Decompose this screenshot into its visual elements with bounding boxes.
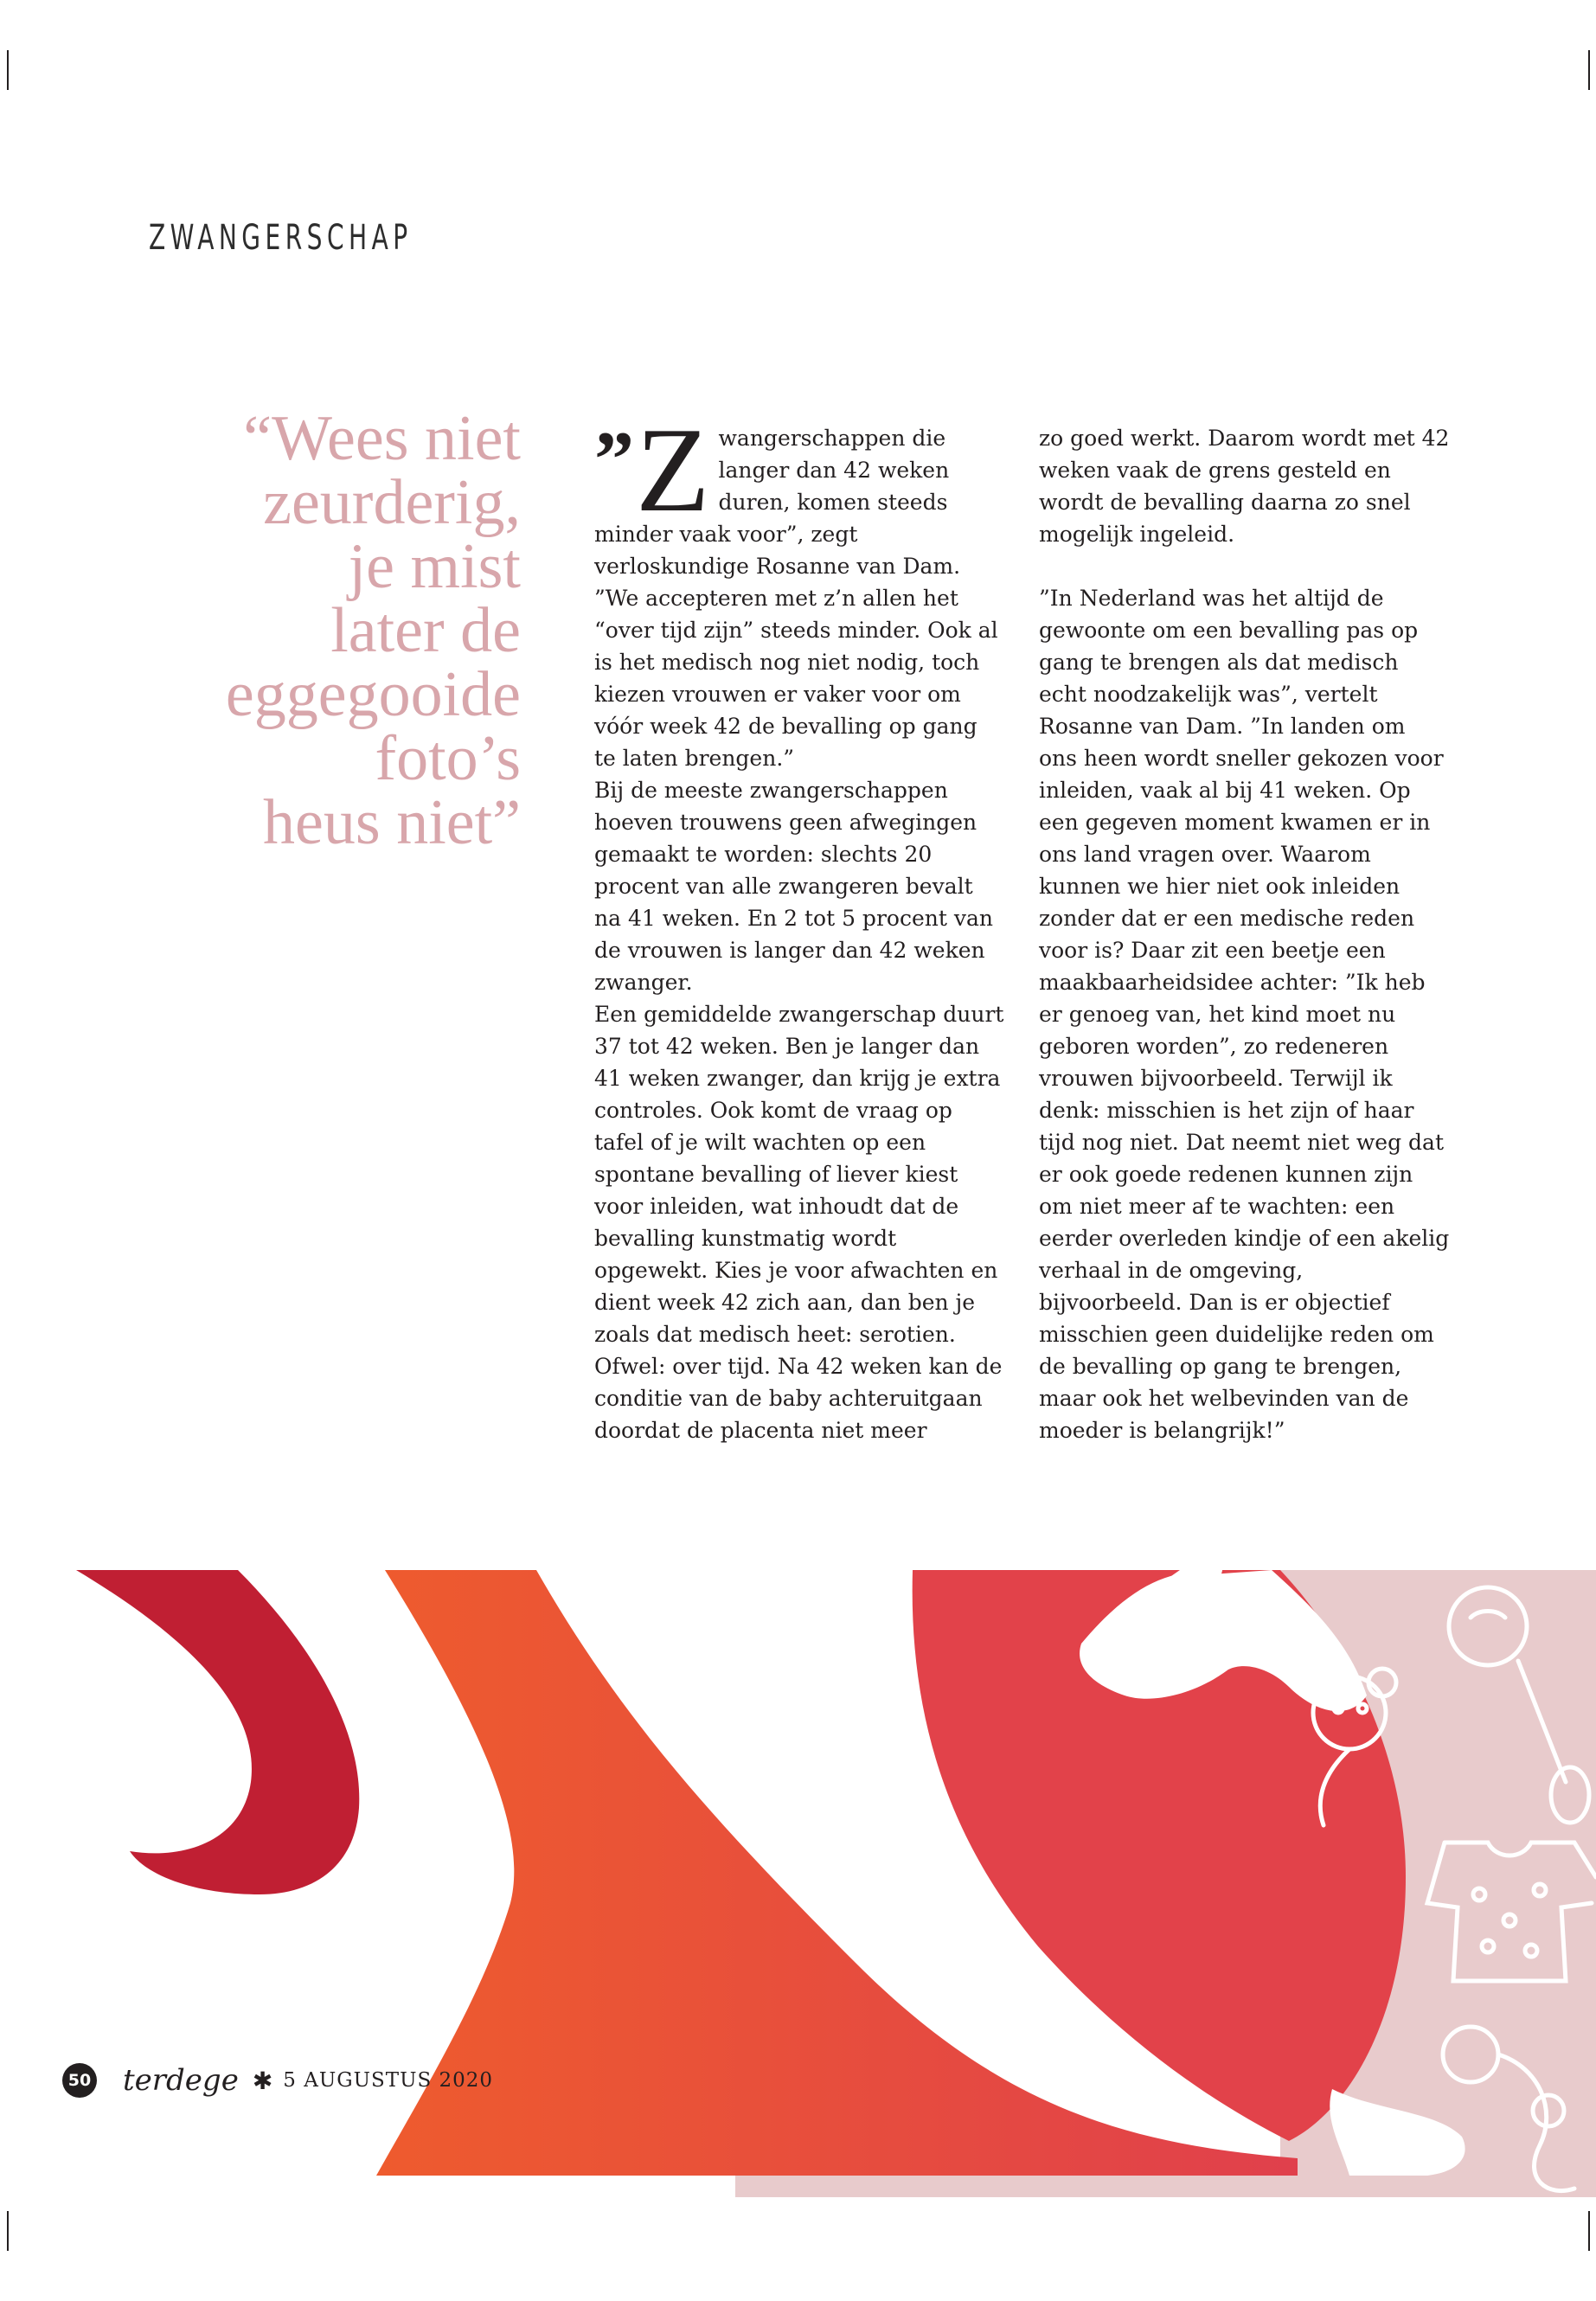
pull-quote-line: eggegooide [225, 659, 521, 730]
pregnancy-illustration [0, 1557, 1596, 2301]
crop-mark-top-left [7, 50, 9, 90]
article-column-1 [594, 403, 1005, 1446]
pull-quote-line: “Wees niet [243, 403, 521, 474]
open-quote-mark: ” [594, 415, 634, 503]
pull-quote-line: later de [330, 595, 521, 666]
issue-date: 5 AUGUSTUS 2020 [283, 2069, 494, 2092]
drop-cap-group [594, 403, 710, 537]
magazine-logo: terdege [123, 2063, 239, 2098]
crimson-curl-shape [76, 1570, 359, 1894]
crop-mark-top-right [1588, 50, 1590, 90]
article-paragraph: ”In Nederland was het altijd de gewoonte om een bevalling pas op gang te brengen als dat medisch echt noodzakelijk was”, vertelt Rosanne van Dam. ”In landen om ons heen wordt sneller gekozen voor inleiden, vaak al bij 41 weken. Op een gegeven moment kwamen er in ons land vragen over. Waarom kunnen we hier niet ook inleiden zonder dat er een medische reden voor is? Daar zit een beetje een maakbaarheidsidee achter: ”Ik heb er genoeg van, het kind moet nu geboren worden”, zo redeneren vrouwen bijvoorbeeld. Terwijl ik denk: misschien is het zijn of haar tijd nog niet. Dat neemt niet weg dat er ook goede redenen kunnen zijn om niet meer af te wachten: een eerder overleden kindje of een akelig verhaal in de omgeving, bijvoorbeeld. Dan is er objectief misschien geen duidelijke reden om de bevalling op gang te brengen, maar ook het welbevinden van de moeder is belangrijk!” [1039, 586, 1450, 1443]
article-paragraph: zo goed werkt. Daarom wordt met 42 weken vaak de grens gesteld en wordt de bevalling daarna zo snel mogelijk ingeleid. [1039, 426, 1450, 547]
pull-quote [130, 403, 521, 858]
section-title: ZWANGERSCHAP [149, 218, 413, 258]
drop-cap: Z [636, 403, 710, 537]
pull-quote-line: zeurderig, [263, 467, 521, 538]
asterisk-separator-icon: ✱ [252, 2066, 273, 2095]
article-column-2 [1039, 422, 1450, 1446]
pull-quote-line: je mist [348, 531, 521, 602]
page-number-badge: 50 [62, 2063, 97, 2098]
article-paragraph: Een gemiddelde zwangerschap duurt 37 tot 42 weken. Ben je langer dan 41 weken zwanger, dan krijg je extra controles. Ook komt de vraag op tafel of je wilt wachten op een spontane bevalling of liever kiest voor inleiden, wat inhoudt dat de bevalling kunstmatig wordt opgewekt. Kies je voor afwachten en dient week 42 zich aan, dan ben je zoals dat medisch heet: serotien. Ofwel: over tijd. Na 42 weken kan de conditie van de baby achteruitgaan doordat de placenta niet meer [594, 1002, 1004, 1443]
page-footer [62, 2061, 493, 2100]
pull-quote-line: heus niet” [263, 787, 521, 858]
pull-quote-line: foto’s [375, 723, 521, 794]
article-paragraph: wangerschappen die langer dan 42 weken duren, komen steeds minder vaak voor”, zegt verloskundige Rosanne van Dam. ”We accepteren met z’n allen het “over tijd zijn” steeds minder. Ook al is het medisch nog niet nodig, toch kiezen vrouwen er vaker voor om vóór week 42 de bevalling op gang te laten brengen.” [594, 426, 998, 771]
article-paragraph: Bij de meeste zwangerschappen hoeven trouwens geen afwegingen gemaakt te worden: slechts 20 procent van alle zwangeren bevalt na 41 weken. En 2 tot 5 procent van de vrouwen is langer dan 42 weken zwanger. [594, 778, 993, 995]
